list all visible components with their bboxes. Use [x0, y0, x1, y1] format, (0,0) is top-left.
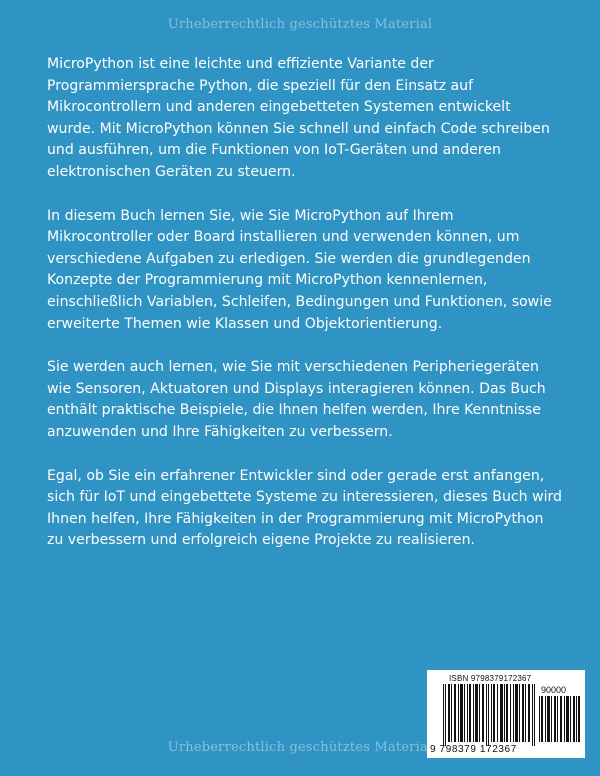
text-line: Mikrocontrollern und anderen eingebetteten Systemen entwickelt [47, 99, 511, 116]
addon-barcode-bars [539, 696, 581, 742]
price-code: 90000 [541, 685, 567, 695]
text-line: Ihnen helfen, Ihre Fähigkeiten in der Programmierung mit MicroPython [47, 510, 544, 527]
text-line: einschließlich Variablen, Schleifen, Bedingungen und Funktionen, sowie [47, 293, 552, 310]
paragraph-4 [47, 466, 587, 552]
text-line: Sie werden auch lernen, wie Sie mit verschiedenen Peripheriegeräten [47, 359, 539, 376]
paragraph-2 [47, 206, 587, 336]
text-line: anzuwenden und Ihre Fähigkeiten zu verbessern. [47, 423, 393, 440]
watermark-bottom: Urheberrechtlich geschütztes Material [167, 740, 433, 755]
text-line: elektronischen Geräten zu steuern. [47, 163, 296, 180]
watermark-top: Urheberrechtlich geschütztes Material [167, 17, 433, 32]
barcode-bars [443, 684, 537, 746]
paragraph-1 [47, 54, 587, 184]
back-cover-text [47, 54, 587, 574]
text-line: In diesem Buch lernen Sie, wie Sie MicroPython auf Ihrem [47, 207, 454, 224]
barcode-digits: 9 798379 172367 [430, 744, 517, 755]
text-line: wurde. Mit MicroPython können Sie schnell und einfach Code schreiben [47, 120, 550, 137]
paragraph-3 [47, 357, 587, 443]
text-line: wie Sensoren, Aktuatoren und Displays interagieren können. Das Buch [47, 380, 546, 397]
text-line: enthält praktische Beispiele, die Ihnen helfen werden, Ihre Kenntnisse [47, 402, 541, 419]
text-line: zu verbessern und erfolgreich eigene Projekte zu realisieren. [47, 532, 475, 549]
text-line: MicroPython ist eine leichte und effiziente Variante der [47, 56, 434, 72]
text-line: erweiterte Themen wie Klassen und Objektorientierung. [47, 315, 443, 332]
text-line: und ausführen, um die Funktionen von IoT-Geräten und anderen [47, 142, 501, 159]
text-line: sich für IoT und eingebettete Systeme zu interessieren, dieses Buch wird [47, 489, 563, 506]
text-line: verschiedene Aufgaben zu erledigen. Sie werden die grundlegenden [47, 250, 531, 267]
text-line: Konzepte der Programmierung mit MicroPython kennenlernen, [47, 272, 488, 289]
text-line: Programmiersprache Python, die speziell für den Einsatz auf [47, 77, 474, 94]
text-line: Mikrocontroller oder Board installieren und verwenden können, um [47, 229, 520, 246]
isbn-label: ISBN 9798379172367 [449, 674, 532, 683]
text-line: Egal, ob Sie ein erfahrener Entwickler sind oder gerade erst anfangen, [47, 467, 545, 484]
